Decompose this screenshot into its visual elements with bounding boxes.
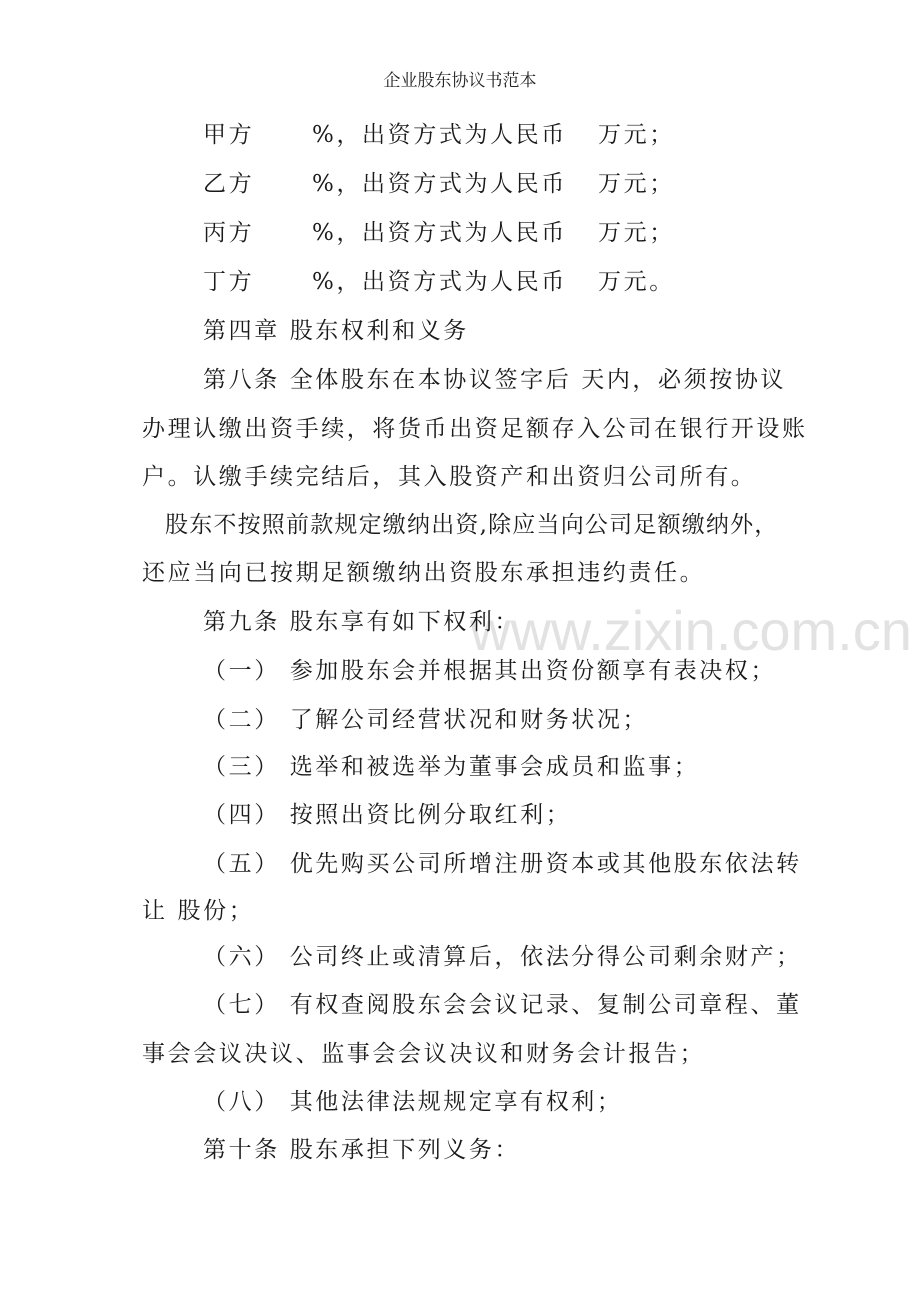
share-percent-text: %，出资方式为人民币 [312,122,567,148]
list-item: （六） 公司终止或清算后，依法分得公司剩余财产； [203,944,802,970]
list-item-continued: 事会会议决议、监事会会议决议和财务会计报告； [142,1041,706,1067]
share-unit: 万元。 [598,269,675,295]
article-line: 第八条 全体股东在本协议签字后 天内，必须按协议 [203,367,787,393]
watermark: www.zixin.com.cn [470,599,912,662]
article-line: 户。认缴手续完结后，其入股资产和出资归公司所有。 [142,464,757,490]
list-item-continued: 让 股份； [142,898,255,924]
article-line: 还应当向已按期足额缴纳出资股东承担违约责任。 [142,560,706,586]
share-percent-text: %，出资方式为人民币 [312,171,567,197]
list-item: （五） 优先购买公司所增注册资本或其他股东依法转 [203,851,802,877]
article-line: 股东不按照前款规定缴纳出资,除应当向公司足额缴纳外， [165,512,779,538]
share-party: 乙方 [203,171,255,197]
share-party: 丁方 [203,269,255,295]
share-party: 甲方 [203,122,255,148]
page-header-title: 企业股东协议书范本 [383,71,537,91]
list-item: （八） 其他法律法规规定享有权利； [203,1089,623,1115]
article-title: 第九条 股东享有如下权利： [203,609,521,635]
share-party: 丙方 [203,220,255,246]
list-item: （四） 按照出资比例分取红利； [203,802,572,828]
share-percent-text: %，出资方式为人民币 [312,269,567,295]
article-line: 办理认缴出资手续，将货币出资足额存入公司在银行开设账 [142,416,808,442]
share-unit: 万元； [598,171,675,197]
list-item: （三） 选举和被选举为董事会成员和监事； [203,754,700,780]
chapter-heading: 第四章 股东权利和义务 [203,318,469,344]
share-unit: 万元； [598,122,675,148]
share-percent-text: %，出资方式为人民币 [312,220,567,246]
list-item: （一） 参加股东会并根据其出资份额享有表决权； [203,658,777,684]
list-item: （七） 有权查阅股东会会议记录、复制公司章程、董 [203,992,802,1018]
share-unit: 万元； [598,220,675,246]
article-title: 第十条 股东承担下列义务： [203,1137,521,1163]
list-item: （二） 了解公司经营状况和财务状况； [203,707,649,733]
